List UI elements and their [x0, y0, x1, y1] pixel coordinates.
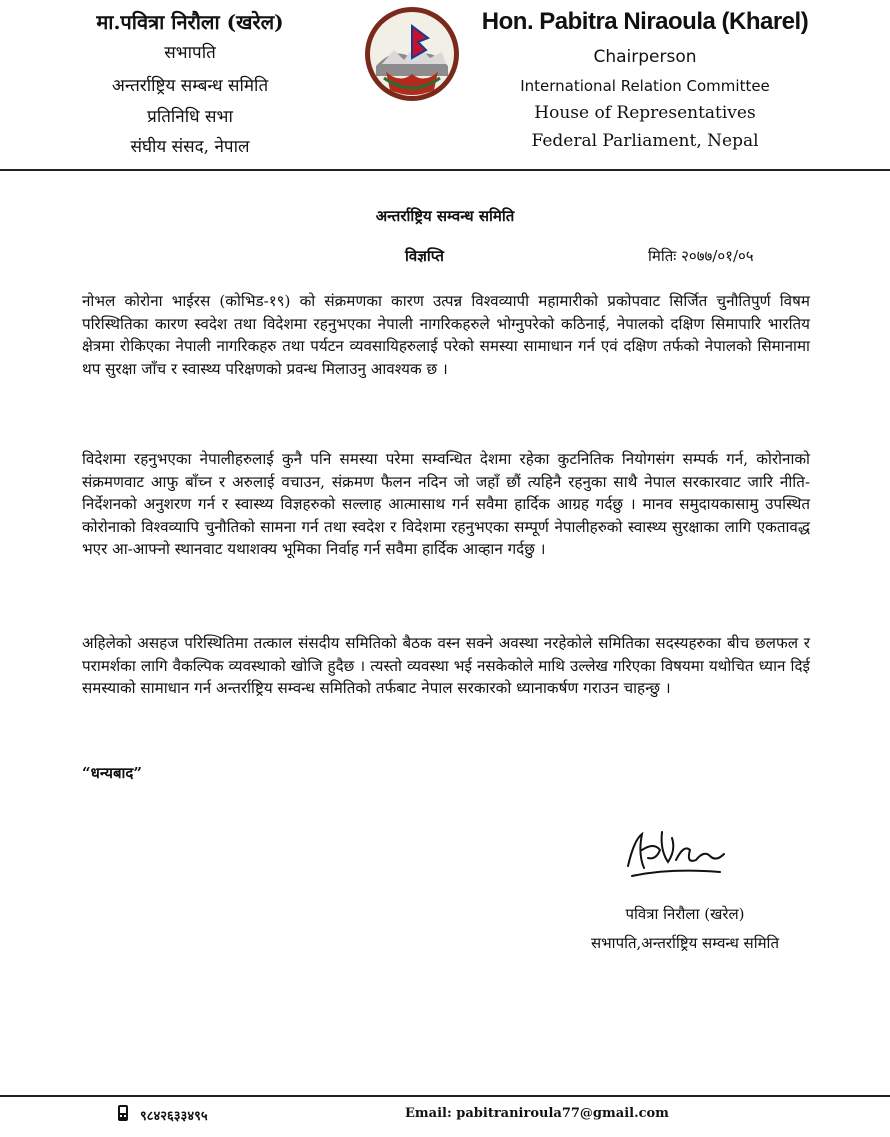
paragraph-2: विदेशमा रहनुभएका नेपालीहरुलाई कुनै पनि समस्या परेमा सम्वन्धित देशमा रहेका कुटनितिक नियोगसंग सम्पर्क गर्न, कोरोनाको संक्रमणवाट आफु बाँच्न र अरुलाई वचाउन, संक्रमण फैलन नदिन जो जहाँ छौं त्यहिनै रहनुका साथै नेपाल सरकारवाट जारि नीति-निर्देशनको अनुशरण गर्न र स्वास्थ्य विज्ञहरुको सल्लाह आत्मासाथ गर्न सवैमा हार्दिक आग्रह गर्दछु । मानव समुदायकासामु उपस्थित कोरोनाको विश्वव्यापि चुनौतिको सामना गर्न तथा स्वदेश र विदेशमा रहनुभएका सम्पूर्ण नेपालीहरुको स्वास्थ्य सुरक्षाका लागि एकतावद्ध भएर आ-आफ्नो स्थानवाट यथाशक्य भूमिका निर्वाह गर्न सवैमा हार्दिक आव्हान गर्दछु । [82, 450, 810, 559]
house-name-english: House of Representatives [534, 103, 756, 123]
parliament-name-nepali: संघीय संसद, नेपाल [130, 137, 250, 157]
phone-number: ९८४२६३३४९५ [140, 1109, 208, 1124]
committee-title: अन्तर्राष्ट्रिय सम्वन्ध समिति [375, 207, 515, 225]
nepal-emblem-icon [364, 6, 460, 102]
house-name-nepali: प्रतिनिधि सभा [147, 107, 233, 127]
chair-title-english: Chairperson [593, 47, 697, 67]
committee-name-english: International Relation Committee [520, 77, 770, 95]
signer-name: पवित्रा निरौला (खरेल) [625, 905, 745, 923]
committee-name-nepali: अन्तर्राष्ट्रिय सम्बन्ध समिति [111, 76, 269, 96]
chair-name-nepali: मा.पवित्रा निरौला (खरेल) [96, 10, 284, 34]
handwritten-signature [620, 820, 730, 890]
notice-date: मितिः २०७७/०१/०५ [648, 247, 754, 265]
mobile-phone-icon [116, 1104, 130, 1122]
paragraph-1: नोभल कोरोना भाईरस (कोभिड-१९) को संक्रमणका कारण उत्पन्न विश्वव्यापी महामारीको प्रकोपवाट सिर्जित चुनौतिपुर्ण विषम परिस्थितिका कारण स्वदेश तथा विदेशमा रहनुभएका नेपाली नागरिकहरुले भोग्नुपरेको कठिनाई, नेपालको दक्षिण सिमापारि भारतिय क्षेत्रमा रोकिएका नेपाली नागरिकहरु तथा पर्यटन व्यवसायिहरुलाई परेको समस्या सामाधान गर्न एवं दक्षिण तर्फको नेपालको सिमानामा थप सुरक्षा जाँच र स्वास्थ्य परिक्षणको प्रवन्ध मिलाउनु आवश्यक छ । [82, 292, 810, 378]
notice-label: विज्ञप्ति [405, 247, 444, 265]
thanks-text: “धन्यबाद” [82, 764, 143, 782]
email-address[interactable]: Email: pabitraniroula77@gmail.com [405, 1106, 669, 1121]
footer-divider [0, 1095, 890, 1097]
signer-title: सभापति,अन्तर्राष्ट्रिय सम्वन्ध समिति [591, 934, 779, 952]
chair-name-english: Hon. Pabitra Niraoula (Kharel) [481, 8, 809, 35]
parliament-name-english: Federal Parliament, Nepal [531, 131, 759, 151]
header-divider [0, 169, 890, 171]
chair-title-nepali: सभापति [164, 43, 216, 63]
paragraph-3: अहिलेको असहज परिस्थितिमा तत्काल संसदीय समितिको बैठक वस्न सक्ने अवस्था नरहेकोले समितिका सदस्यहरुका बीच छलफल र परामर्शका लागि वैकल्पिक व्यवस्थाको खोजि हुदैछ । त्यस्तो व्यवस्था भई नसकेकोले माथि उल्लेख गरिएका विषयमा यथोचित ध्यान दिई समस्याको सामाधान गर्न अन्तर्राष्ट्रिय सम्वन्ध समितिको तर्फबाट नेपाल सरकारको ध्यानाकर्षण गराउन चाहन्छु । [82, 634, 810, 698]
